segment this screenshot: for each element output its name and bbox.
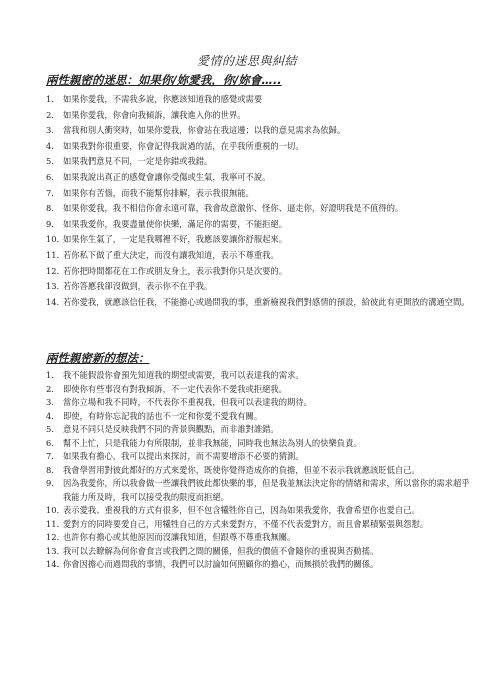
list-item-number: 6. xyxy=(46,171,54,182)
list-item xyxy=(46,201,472,217)
list-item xyxy=(46,232,472,248)
list-item-number: 14. xyxy=(46,296,60,307)
list-item-number: 11. xyxy=(46,249,60,260)
list-item-text: 也許你有擔心或其他原因而沒讓我知道，但跟尊不尊重我無關。 xyxy=(63,532,296,542)
list-item xyxy=(46,477,472,504)
list-item-number: 13. xyxy=(46,281,60,292)
list-item-text: 如果你愛我，不需我多說，你應該知道我的感覺或需要 xyxy=(63,94,263,104)
list-item-number: 11. xyxy=(46,518,60,529)
document-title: 愛情的迷思與糾結 xyxy=(196,54,297,68)
list-item-text: 我會學習用對彼此都好的方式來愛你，既使你覺得造成你的負擔，但並不表示我就應該貶低自己。 xyxy=(63,464,420,475)
list-item-text: 如果你有苦惱，而我不能幫你排解，表示我很無能。 xyxy=(63,187,254,198)
list-item-text: 若你私下做了重大決定，而沒有讓我知道，表示不尊重我。 xyxy=(63,249,279,260)
list-item-number: 10. xyxy=(46,505,60,515)
new-thoughts-list xyxy=(46,369,472,572)
list-item xyxy=(46,450,472,464)
list-item-number: 4. xyxy=(46,140,54,151)
list-item-text: 因為我愛你，所以我會做一些讓我們彼此都快樂的事，但是我並無法決定你的情緒和需求，所以當你的需求超乎我能力所及時，我可以接受我的限度而拒絕。 xyxy=(63,478,470,502)
list-item xyxy=(46,217,472,233)
list-item xyxy=(46,558,472,572)
list-item-text: 你會因擔心而過問我的事情，我們可以討論如何照顧你的擔心，而無損於我們的關係。 xyxy=(63,559,379,569)
list-item-number: 6. xyxy=(46,437,54,448)
list-item-text: 愛對方的同時要愛自己，用犧牲自己的方式來愛對方，不僅不代表愛對方，而且會累積緊張與怨懟。 xyxy=(63,518,429,529)
list-item-number: 7. xyxy=(46,451,54,461)
list-item-number: 9. xyxy=(46,478,54,488)
list-item-text: 如果我愛你，我要盡量使你快樂，滿足你的需要，不能拒絕。 xyxy=(63,218,288,229)
list-item-text: 意見不同只是反映我們不同的背景與觀點，而非誰對誰錯。 xyxy=(63,424,279,434)
list-item-number: 1. xyxy=(46,370,54,380)
list-item xyxy=(46,383,472,397)
list-item xyxy=(46,170,472,186)
list-item-text: 當你立場和我不同時，不代表你不重視我，但我可以表達我的期待。 xyxy=(63,397,312,407)
list-item-number: 7. xyxy=(46,187,54,198)
list-item-number: 14. xyxy=(46,559,60,569)
list-item-number: 9. xyxy=(46,218,54,229)
list-item xyxy=(46,518,472,532)
list-item-text: 即使，有時你忘記我的話也不一定和你愛不愛我有關。 xyxy=(63,410,263,421)
myths-list xyxy=(46,92,472,310)
list-item-number: 12. xyxy=(46,265,60,276)
list-item xyxy=(46,264,472,280)
list-item-text: 我不能假設你會預先知道我的期望或需要，我可以表達我的需求。 xyxy=(63,370,304,380)
list-item xyxy=(46,92,472,108)
list-item xyxy=(46,423,472,437)
list-item xyxy=(46,186,472,202)
list-item-number: 4. xyxy=(46,410,54,421)
list-item xyxy=(46,437,472,451)
list-item xyxy=(46,504,472,518)
list-item xyxy=(46,154,472,170)
list-item-text: 若你把時間都花在工作或朋友身上，表示我對你只是次要的。 xyxy=(63,265,288,276)
list-item xyxy=(46,531,472,545)
list-item-number: 3. xyxy=(46,397,54,407)
list-item xyxy=(46,410,472,424)
list-item xyxy=(46,123,472,139)
list-item-text: 如果你愛我，你會向我傾訴，讓我進入你的世界。 xyxy=(63,109,246,120)
list-item-number: 5. xyxy=(46,424,54,434)
list-item xyxy=(46,279,472,295)
list-item-number: 13. xyxy=(46,545,60,556)
list-item-number: 10. xyxy=(46,234,60,245)
list-item-number: 12. xyxy=(46,532,60,542)
list-item-number: 5. xyxy=(46,156,54,167)
list-item-text: 若你愛我，就應該信任我，不能擔心或過問我的事，重新檢視我們對感情的預設，給彼此有更開放的溝通空間。 xyxy=(63,296,470,307)
list-item-text: 若你答應我卻沒做到，表示你不在乎我。 xyxy=(63,281,213,292)
list-item-text: 如果你愛我，我不相信你會永遠可靠，我會故意激你、怪你、逼走你，好證明我是不值得的。 xyxy=(63,203,404,214)
list-item-text: 即使你有些事沒有對我傾訴，不一定代表你不愛我或拒絕我。 xyxy=(63,383,288,394)
list-item xyxy=(46,369,472,383)
list-item-text: 表示愛我、重視我的方式有很多，但不包含犧牲你自己，因為如果我愛你，我會希望你也愛自己。 xyxy=(63,505,420,515)
list-item-number: 1. xyxy=(46,94,54,104)
list-item xyxy=(46,464,472,478)
section-heading-new-thoughts: 兩性親密新的想法： xyxy=(46,351,150,365)
list-item-text: 如果我對你很重要，你會記得我說過的話，在乎我所重視的一切。 xyxy=(63,140,304,151)
list-item xyxy=(46,545,472,559)
list-item-number: 2. xyxy=(46,109,54,120)
list-item-text: 幫不上忙，只是我能力有所限制，並非我無能，同時我也無法為別人的快樂負責。 xyxy=(63,437,362,448)
list-item-number: 8. xyxy=(46,464,54,475)
list-item-number: 8. xyxy=(46,203,54,214)
list-item-text: 如果我說出真正的感覺會讓你受傷或生氣，我寧可不說。 xyxy=(63,171,271,182)
section-heading-myths: 兩性親密的迷思：如果你/妳愛我，你/妳會….. xyxy=(46,73,282,87)
list-item-text: 我可以去瞭解為何你會食言或我們之間的關係，但我的價值不會隨你的重視與否動搖。 xyxy=(63,545,379,556)
list-item-text: 如果你生氣了，一定是我哪裡不好，我應該要讓你舒服起來。 xyxy=(63,234,288,245)
list-item-text: 當我和別人衝突時，如果你愛我，你會站在我這邊；以我的意見需求為依歸。 xyxy=(63,125,346,136)
list-item xyxy=(46,139,472,155)
list-item-number: 3. xyxy=(46,125,54,136)
list-item-text: 如果我有擔心，我可以提出來探討，而不需要增添不必要的猜測。 xyxy=(63,451,304,461)
list-item-number: 2. xyxy=(46,383,54,394)
list-item xyxy=(46,248,472,264)
list-item xyxy=(46,295,472,311)
list-item-text: 如果我們意見不同，一定是你錯或我錯。 xyxy=(63,156,213,167)
list-item xyxy=(46,108,472,124)
list-item xyxy=(46,396,472,410)
